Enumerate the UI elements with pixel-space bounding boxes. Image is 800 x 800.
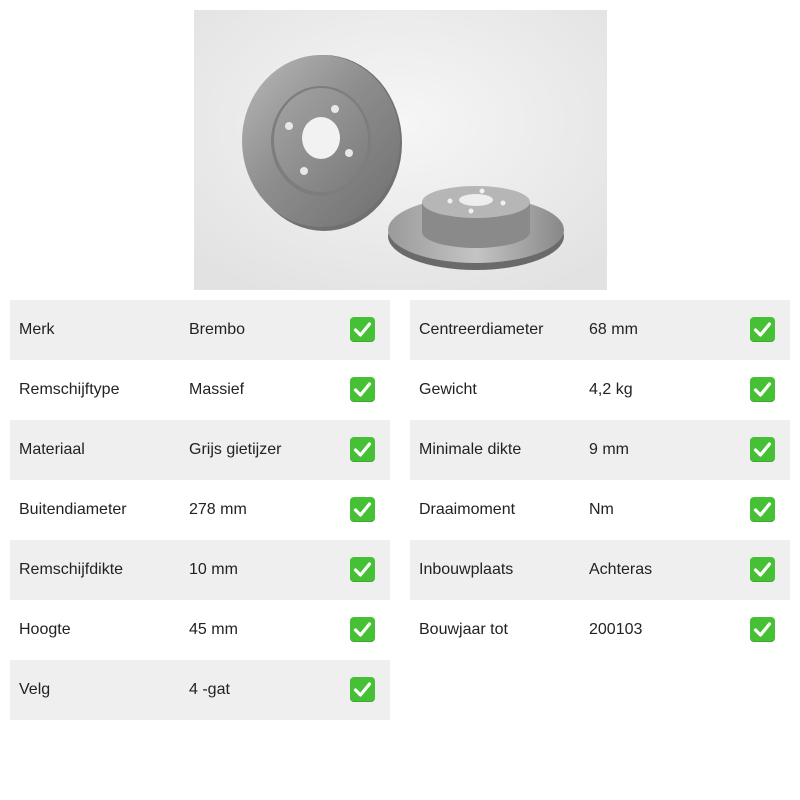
spec-row <box>410 600 790 660</box>
spec-row <box>10 420 390 480</box>
spec-row <box>10 360 390 420</box>
spec-label: Draaimoment <box>419 501 516 518</box>
spec-value: 278 mm <box>189 501 247 518</box>
spec-label: Velg <box>19 681 51 698</box>
spec-row <box>410 300 790 360</box>
check-mark-icon <box>350 317 375 342</box>
spec-label: Centreerdiameter <box>419 321 544 338</box>
spec-value: 9 mm <box>589 441 629 458</box>
spec-row <box>410 480 790 540</box>
spec-row <box>10 540 390 600</box>
spec-value: Achteras <box>589 561 653 578</box>
check-mark-icon <box>750 437 775 462</box>
spec-label: Minimale dikte <box>419 441 522 458</box>
spec-label: Materiaal <box>19 441 85 458</box>
spec-row <box>410 360 790 420</box>
check-mark-icon <box>350 437 375 462</box>
spec-label: Remschijfdikte <box>19 561 124 578</box>
spec-value: Grijs gietijzer <box>189 441 282 458</box>
spec-value: Massief <box>189 381 245 398</box>
spec-label: Remschijftype <box>19 381 120 398</box>
spec-value: Brembo <box>189 321 246 338</box>
check-mark-icon <box>750 317 775 342</box>
brake-disc-image <box>194 10 607 290</box>
check-mark-icon <box>350 377 375 402</box>
spec-value: 45 mm <box>189 621 238 638</box>
spec-row <box>10 660 390 720</box>
spec-row <box>410 420 790 480</box>
check-mark-icon <box>350 557 375 582</box>
check-mark-icon <box>350 617 375 642</box>
spec-label: Merk <box>19 321 55 338</box>
spec-label: Hoogte <box>19 621 71 638</box>
spec-value: 4 -gat <box>189 681 230 698</box>
spec-row <box>10 600 390 660</box>
spec-label: Inbouwplaats <box>419 561 514 578</box>
spec-value: 200103 <box>589 621 643 638</box>
check-mark-icon <box>750 497 775 522</box>
spec-table-left <box>10 300 390 720</box>
spec-value: 4,2 kg <box>589 381 633 398</box>
check-mark-icon <box>350 497 375 522</box>
spec-label: Buitendiameter <box>19 501 127 518</box>
check-mark-icon <box>350 677 375 702</box>
spec-value: 10 mm <box>189 561 238 578</box>
spec-row <box>10 480 390 540</box>
check-mark-icon <box>750 377 775 402</box>
product-image <box>194 10 607 290</box>
spec-row <box>410 540 790 600</box>
check-mark-icon <box>750 617 775 642</box>
check-mark-icon <box>750 557 775 582</box>
spec-row <box>10 300 390 360</box>
spec-label: Bouwjaar tot <box>419 621 508 638</box>
spec-value: 68 mm <box>589 321 638 338</box>
spec-value: Nm <box>589 501 614 518</box>
spec-table-right <box>410 300 790 660</box>
spec-label: Gewicht <box>419 381 477 398</box>
